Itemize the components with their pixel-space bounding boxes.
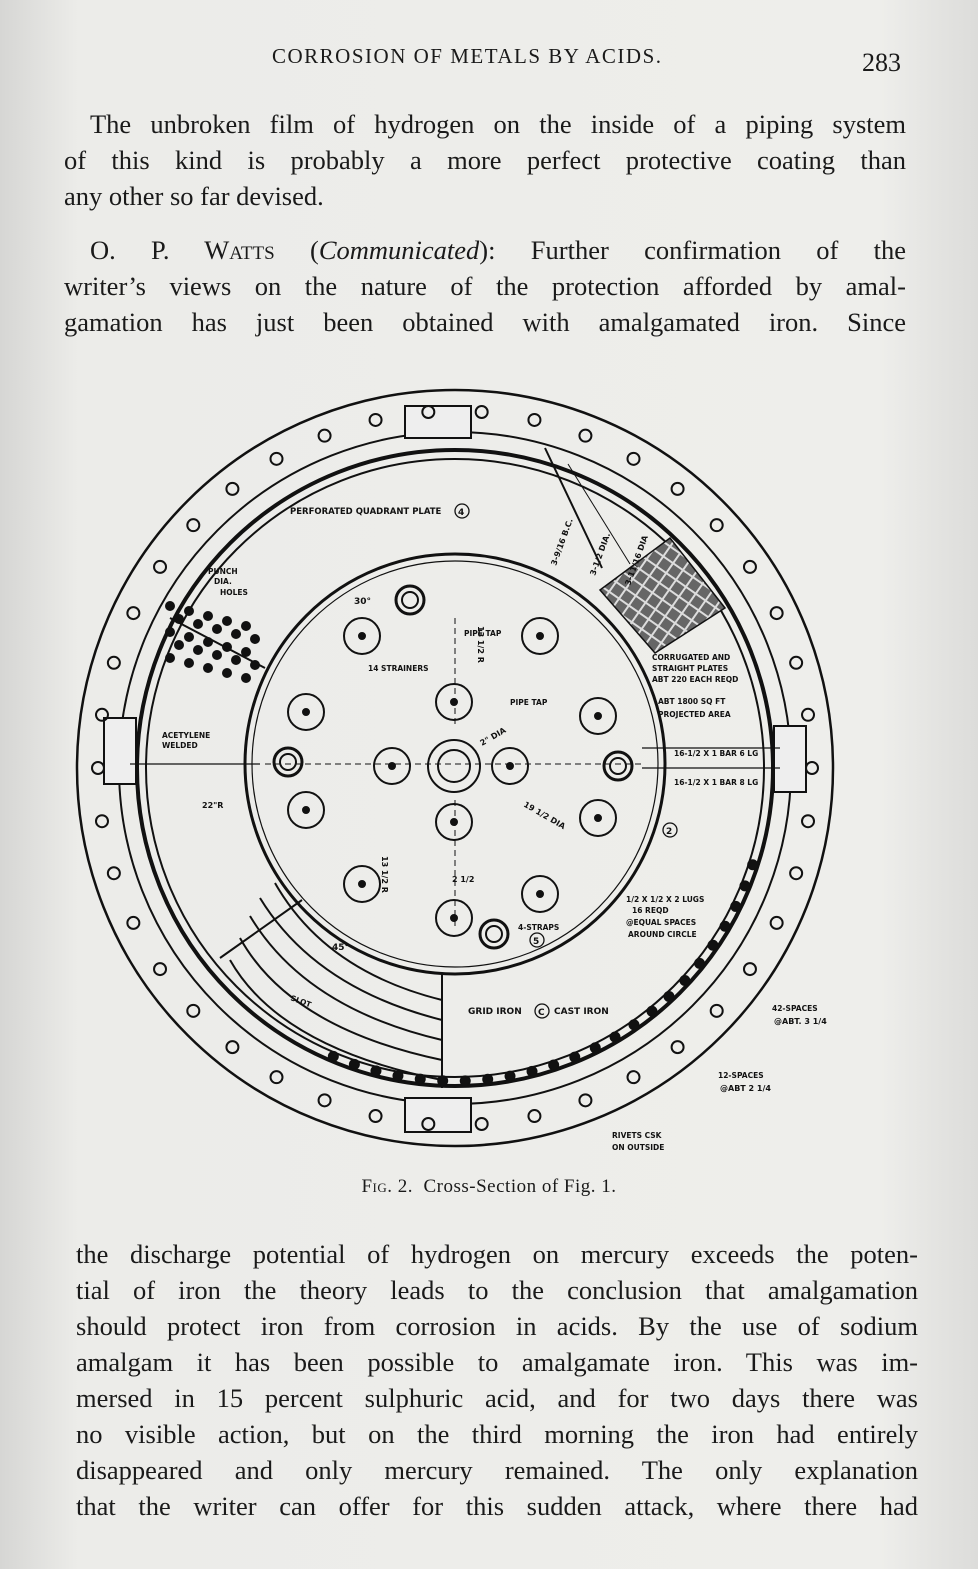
paragraph-3 [76,1236,918,1524]
flange-bolt [628,453,640,465]
label-deg-45: 45° [332,943,350,953]
label-spaces12-b: @ABT 2 1/4 [720,1084,771,1093]
flange-bolt [370,414,382,426]
label-spaces42-b: @ABT. 3 1/4 [774,1017,827,1026]
perforation-hole [212,624,222,634]
grid-iron-slots [230,883,442,1080]
rivet [415,1074,425,1084]
flange-bolt [271,453,283,465]
perforation-hole [241,647,251,657]
rivet [393,1071,403,1081]
rivet [664,991,674,1001]
flange-bolt [108,867,120,879]
perforation-hole [241,621,251,631]
label-perforated-num: 4 [458,508,465,518]
flange-bolt [672,1041,684,1053]
label-perforated: PERFORATED QUADRANT PLATE [290,507,442,517]
flange-bolt [154,561,166,573]
strainer-center [451,819,457,825]
strainer-center [389,763,395,769]
perforation-hole [174,614,184,624]
label-r13-b: 13 1/2 R [380,856,389,893]
author-name: O. P. Watts [90,235,275,265]
pipe-tap-fitting [480,920,508,948]
perforation-hole [222,642,232,652]
label-dia19: 19 1/2 DIA [522,799,567,832]
flange-bolt [771,917,783,929]
label-lugs-3: @EQUAL SPACES [626,918,697,927]
label-corrugated-1: CORRUGATED AND [652,653,731,662]
text-line: that the writer can offer for this sudden attack, where there had [76,1491,918,1521]
label-acetylene-2: WELDED [162,741,198,750]
label-slot: SLOT [289,993,313,1010]
pipe-tap-fitting [604,752,632,780]
strainer-center [537,633,543,639]
flange-bolt [154,963,166,975]
text-line: writer’s views on the nature of the protection afforded by amal- [64,271,906,301]
label-acetylene-1: ACETYLENE [162,731,211,740]
label-corrugated-3: ABT 220 EACH REQD [652,675,739,684]
perforation-hole [184,606,194,616]
text-line: gamation has just been obtained with amalgamated iron. Since [64,307,906,337]
pipe-tap-fitting [396,586,424,614]
label-pipe-tap-mid: PIPE TAP [510,698,548,707]
text-line: should protect iron from corrosion in acids. By the use of sodium [76,1311,918,1341]
rivet [680,975,690,985]
label-straps-num: 5 [533,937,540,947]
flange-bolt [579,430,591,442]
page-header [0,40,978,76]
text-line: The unbroken film of hydrogen on the inside of a piping system [90,109,906,139]
label-lugs-4: AROUND CIRCLE [628,930,697,939]
rivet [731,901,741,911]
rivet [483,1074,493,1084]
flange-bolt [226,1041,238,1053]
label-rivets-1: RIVETS CSK [612,1131,662,1140]
rivet [720,921,730,931]
flange-bolt [711,519,723,531]
label-dim-3: 3-11/16 DIA [623,534,650,587]
label-grid-iron: GRID IRON [468,1007,522,1017]
label-corrugated-2: STRAIGHT PLATES [652,664,729,673]
rivet [647,1006,657,1016]
perforation-hole [212,650,222,660]
cross-section-drawing [70,368,840,1168]
label-lugs-1: 1/2 X 1/2 X 2 LUGS [626,895,705,904]
flange-bolt [319,430,331,442]
perforation-hole [165,653,175,663]
label-spaces12-a: 12-SPACES [718,1071,764,1080]
perforation-hole [165,627,175,637]
flange-bolt [476,406,488,418]
label-2-half: 2 1/2 [452,875,475,884]
flange-bolt [476,1118,488,1130]
strainer-center [359,633,365,639]
left-lug [104,718,136,784]
paragraph-2 [64,232,906,340]
rivet [748,860,758,870]
strainer-center [595,815,601,821]
label-strainers: 14 STRAINERS [368,664,429,673]
strainer-center [507,763,513,769]
figure-caption [0,1176,978,1198]
text-fragment: ): Further confirmation of the [479,235,906,265]
rivet [695,958,705,968]
rivet [590,1043,600,1053]
flange-bolt [187,519,199,531]
label-dim-2: 3-1/2 DIA. [588,531,613,577]
label-deg-30: 30° [354,597,372,607]
flange-bolt [92,762,104,774]
rivet [371,1066,381,1076]
center-strainer-ring [428,740,480,792]
rivet [708,940,718,950]
perforation-hole [250,634,260,644]
flange-bolt [187,1005,199,1017]
flange-bolt [628,1071,640,1083]
flange-bolt [127,607,139,619]
strainer-center [359,881,365,887]
flange-bolt [108,657,120,669]
strainer-center [303,709,309,715]
flange-bolt [802,815,814,827]
paragraph-1 [64,106,906,214]
running-head: CORROSION OF METALS BY ACIDS. [272,44,663,68]
flange-bolt [744,963,756,975]
flange-bolt [127,917,139,929]
rivet [328,1051,338,1061]
corrugated-plates-area [600,538,725,653]
perforation-hole [203,611,213,621]
flange-bolt [579,1094,591,1106]
flange-bolt [96,709,108,721]
label-punch-3: HOLES [220,588,248,597]
label-spaces42-a: 42-SPACES [772,1004,818,1013]
flange-bolt [226,483,238,495]
center-strainer-inner [438,750,470,782]
pipe-tap-bore [486,926,502,942]
label-cast-iron: CAST IRON [554,1007,609,1017]
pipe-tap-fitting [274,748,302,776]
label-grid-mark: C [538,1008,545,1018]
strainer-center [537,891,543,897]
figure-cross-section [70,368,840,1168]
pipe-tap-bore [610,758,626,774]
caption-figure-number: Fig. 2. [361,1176,413,1197]
perforation-hole [184,658,194,668]
perforation-hole [231,629,241,639]
perforation-hole [193,619,203,629]
text-line: O. P. Watts (Communicated): Further confirmation of the [90,235,906,265]
label-bar-1: 16-1/2 X 1 BAR 6 LG [674,749,759,758]
strainer-center [451,699,457,705]
drawing-group [77,390,833,1146]
right-lug [774,726,806,792]
label-rivets-2: ON OUTSIDE [612,1143,665,1152]
flange-bolt [319,1094,331,1106]
rivet [740,881,750,891]
rivet [629,1020,639,1030]
flange-bolt [790,657,802,669]
top-lug [405,406,471,438]
rivet [527,1066,537,1076]
flange-bolt [802,709,814,721]
label-dim-1: 3-9/16 B.C. [549,517,575,567]
text-line: of this kind is probably a more perfect protective coating than [64,145,906,175]
label-corrugated-5: PROJECTED AREA [658,710,731,719]
rivet [570,1052,580,1062]
pipe-tap-bore [280,754,296,770]
perforation-hole [222,668,232,678]
text-line: mersed in 15 percent sulphuric acid, and for two days there was [76,1383,918,1413]
label-2-dia: 2" DIA [478,725,508,748]
strainers [274,586,632,948]
label-straps: 4-STRAPS [518,923,560,932]
flange-bolt [528,1110,540,1122]
text-line: tial of iron the theory leads to the conclusion that amalgamation [76,1275,918,1305]
flange-bolt [672,483,684,495]
label-r13-a: 13 1/2 R [476,626,485,663]
label-corrugated-4: ABT 1800 SQ FT [658,697,726,706]
rivet [610,1032,620,1042]
strainer-center [595,713,601,719]
flange-bolt [790,867,802,879]
flange-bolt [528,414,540,426]
flange-bolt [771,607,783,619]
label-r22: 22"R [202,801,224,810]
bottom-lug [405,1098,471,1132]
label-bar-2: 16-1/2 X 1 BAR 8 LG [674,778,759,787]
strainer-center [303,807,309,813]
rivet [438,1076,448,1086]
page-number: 283 [862,48,901,77]
perforation-hole [203,637,213,647]
perforation-hole [203,663,213,673]
flange-bolt [744,561,756,573]
perforation-hole [250,660,260,670]
text-line: amalgam it has been possible to amalgamate iron. This was im- [76,1347,918,1377]
rivet [460,1076,470,1086]
label-lugs-2: 16 REQD [632,906,669,915]
text-line: no visible action, but on the third morning the iron had entirely [76,1419,918,1449]
label-circle-2: 2 [666,827,673,837]
rivet [549,1060,559,1070]
pipe-tap-bore [402,592,418,608]
label-punch-1: PUNCH [208,567,238,576]
perforation-hole [222,616,232,626]
flange-bolt [96,815,108,827]
communicated-note: Communicated [318,235,480,265]
perforation-hole [184,632,194,642]
perforation-hole [231,655,241,665]
rivet [505,1071,515,1081]
text-line: any other so far devised. [64,181,324,211]
perforation-hole [193,645,203,655]
flange-bolt [711,1005,723,1017]
flange-bolt [271,1071,283,1083]
caption-text: Cross-Section of Fig. 1. [423,1176,617,1197]
text-line: the discharge potential of hydrogen on mercury exceeds the poten- [76,1239,918,1269]
label-pipe-tap-top: PIPE TAP [464,629,502,638]
label-punch-2: DIA. [214,577,232,586]
flange-bolt [806,762,818,774]
rivet [349,1059,359,1069]
perforation-hole [165,601,175,611]
strainer-center [451,915,457,921]
flange-bolt [370,1110,382,1122]
perforation-hole [241,673,251,683]
perforation-hole [174,640,184,650]
text-line: disappeared and only mercury remained. The only explanation [76,1455,918,1485]
